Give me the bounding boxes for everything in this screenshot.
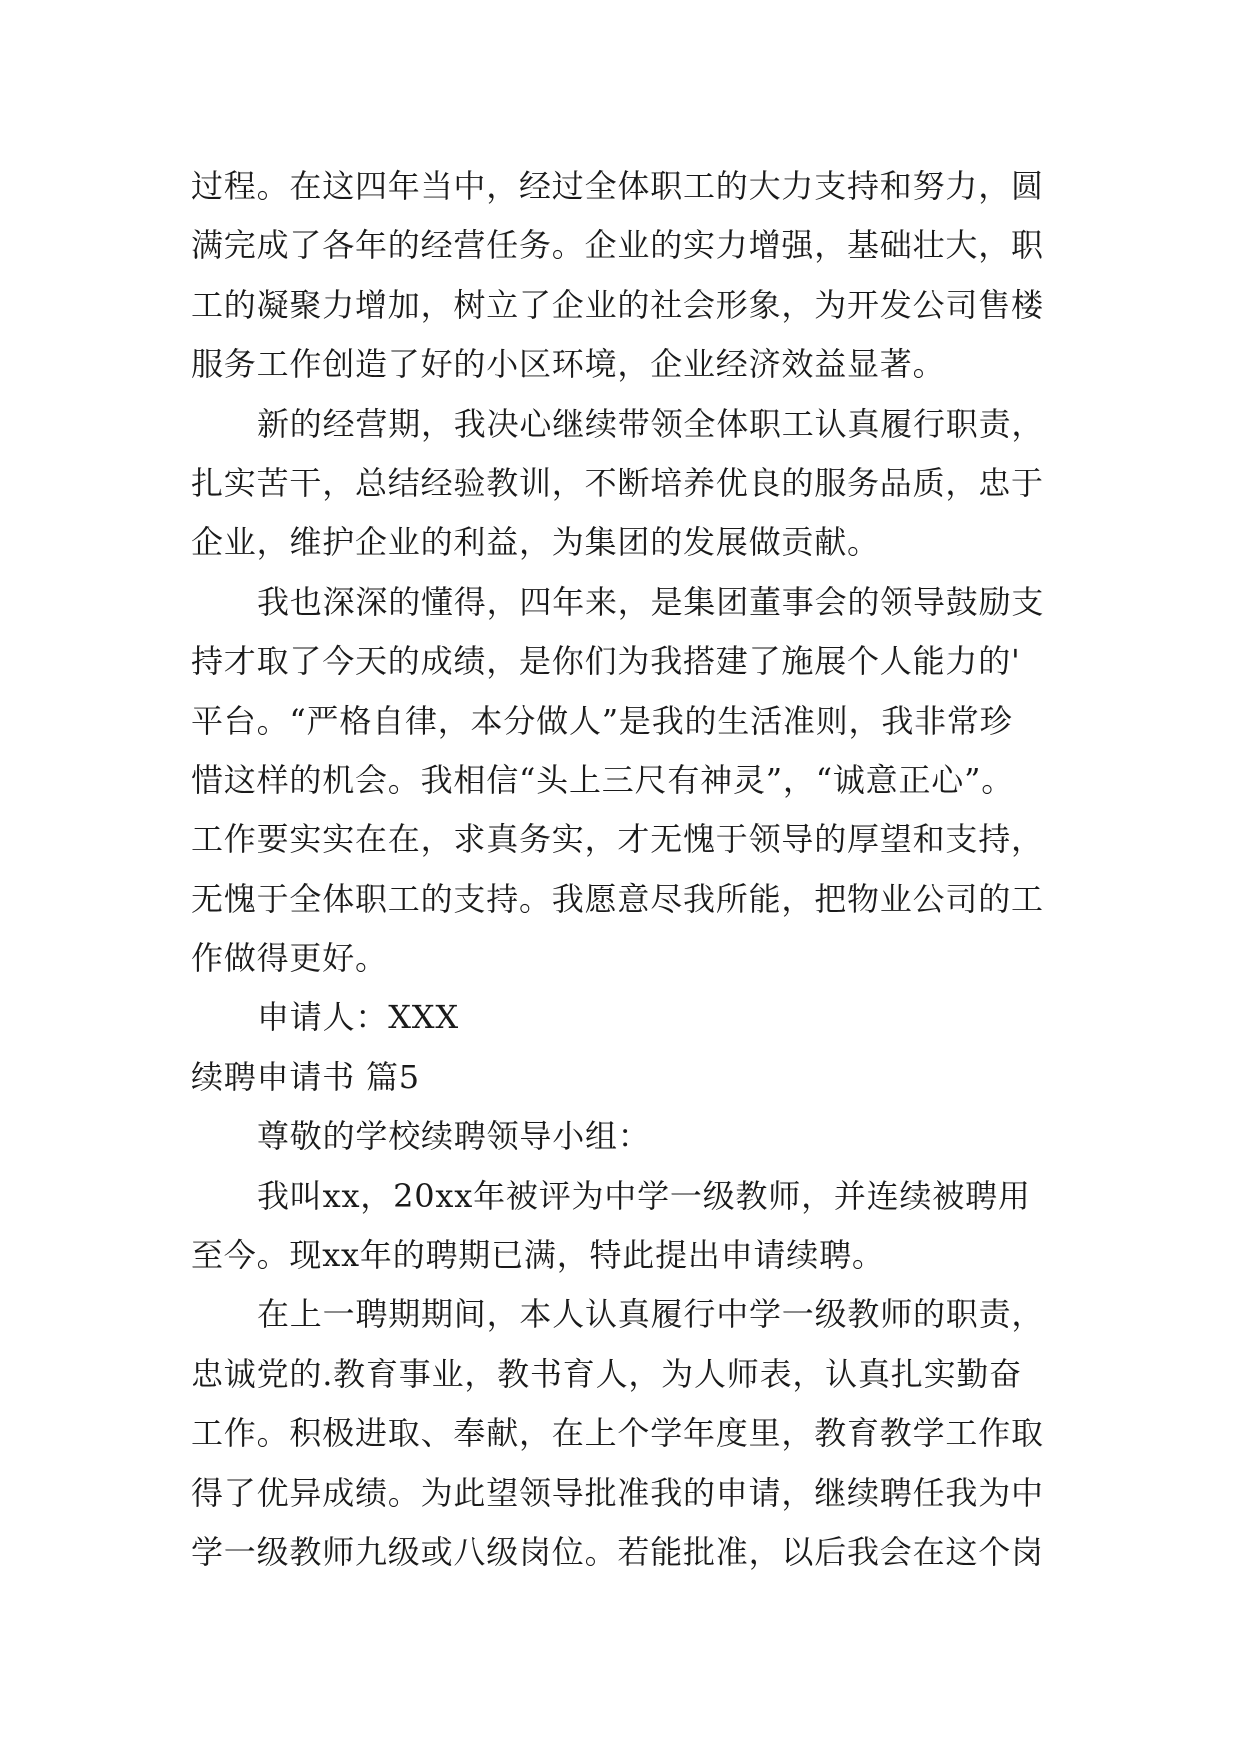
text-line: 平台。“严格自律，本分做人”是我的生活准则，我非常珍 — [191, 701, 1013, 740]
text-line: 工作要实实在在，求真务实，才无愧于领导的厚望和支持， — [191, 820, 1044, 859]
text-line: 至今。现xx年的聘期已满，特此提出申请续聘。 — [191, 1236, 885, 1275]
text-line: 得了优异成绩。为此望领导批准我的申请，继续聘任我为中 — [191, 1473, 1044, 1512]
text-line: 我也深深的懂得，四年来，是集团董事会的领导鼓励支 — [257, 582, 1045, 621]
text-line: 服务工作创造了好的小区环境，企业经济效益显著。 — [191, 345, 946, 384]
text-line: 工的凝聚力增加，树立了企业的社会形象，为开发公司售楼 — [191, 285, 1044, 324]
text-line: 无愧于全体职工的支持。我愿意尽我所能，把物业公司的工 — [191, 879, 1044, 918]
text-line: 在上一聘期期间，本人认真履行中学一级教师的职责， — [257, 1295, 1045, 1334]
text-line: 惜这样的机会。我相信“头上三尺有神灵”，“诚意正心”。 — [191, 760, 1015, 799]
text-line: 作做得更好。 — [191, 939, 388, 978]
text-line: 持才取了今天的成绩，是你们为我搭建了施展个人能力的' — [191, 642, 1021, 681]
text-line: 满完成了各年的经营任务。企业的实力增强，基础壮大，职 — [191, 226, 1044, 265]
section-heading: 续聘申请书 篇5 — [191, 1057, 420, 1096]
text-line: 工作。积极进取、奉献，在上个学年度里，教育教学工作取 — [191, 1414, 1044, 1453]
document-body — [191, 157, 1071, 1582]
text-line: 企业，维护企业的利益，为集团的发展做贡献。 — [191, 523, 880, 562]
text-line: 新的经营期，我决心继续带领全体职工认真履行职责， — [257, 404, 1045, 443]
signature-line: 申请人：XXX — [257, 998, 459, 1037]
text-line: 过程。在这四年当中，经过全体职工的大力支持和努力，圆 — [191, 167, 1044, 205]
salutation-line: 尊敬的学校续聘领导小组： — [257, 1117, 651, 1156]
text-line: 忠诚党的.教育事业，教书育人，为人师表，认真扎实勤奋 — [191, 1354, 1022, 1393]
text-line: 我叫xx，20xx年被评为中学一级教师，并连续被聘用 — [257, 1176, 1031, 1215]
text-line: 学一级教师九级或八级岗位。若能批准，以后我会在这个岗 — [191, 1532, 1044, 1571]
text-line: 扎实苦干，总结经验教训，不断培养优良的服务品质，忠于 — [191, 463, 1044, 502]
